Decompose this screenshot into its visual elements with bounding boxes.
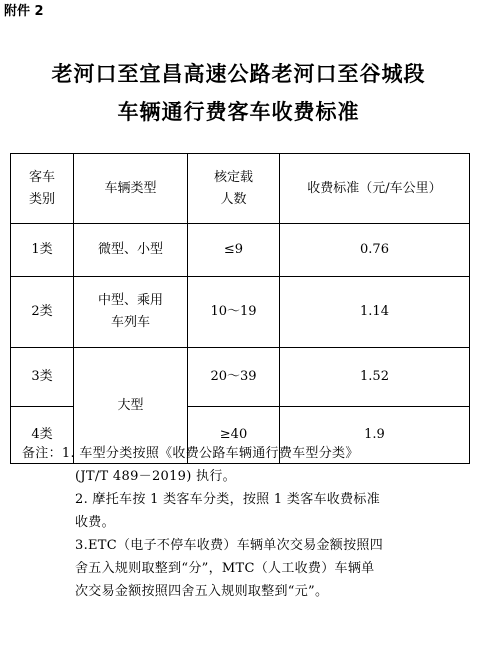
row-category: 2类 xyxy=(11,277,74,348)
row-capacity: ≥40 xyxy=(188,407,280,464)
row-rate: 1.9 xyxy=(280,407,470,464)
note-line-5: 3.ETC（电子不停车收费）车辆单次交易金额按照四 xyxy=(75,538,384,553)
notes-section xyxy=(22,442,474,603)
header-vehicle-type-label: 车辆类型 xyxy=(104,180,157,196)
note-line-6: 舍五入规则取整到“分”，MTC（人工收费）车辆单 xyxy=(75,561,375,576)
header-rate xyxy=(280,154,470,224)
row-vehicle-type-line-2: 车列车 xyxy=(110,315,150,330)
table-row xyxy=(11,277,470,348)
table-row xyxy=(11,224,470,277)
document-title-line-2: 车辆通行费客车收费标准 xyxy=(117,99,360,124)
row-vehicle-type-line-1: 中型、乘用 xyxy=(97,293,163,308)
fee-table xyxy=(10,153,470,464)
row-capacity: ≤9 xyxy=(188,224,280,277)
header-category-line-2: 类别 xyxy=(28,191,55,207)
note-line-2: (JT/T 489－2019) 执行。 xyxy=(75,469,236,484)
row-capacity: 20～39 xyxy=(188,348,280,407)
header-capacity xyxy=(188,154,280,224)
note-line-1: 备注：1. 车型分类按照《收费公路车辆通行费车型分类》 xyxy=(22,446,359,461)
row-rate: 0.76 xyxy=(280,224,470,277)
header-capacity-line-2: 人数 xyxy=(220,191,247,207)
row-vehicle-type xyxy=(74,277,188,348)
row-rate: 1.14 xyxy=(280,277,470,348)
row-vehicle-type-merged: 大型 xyxy=(74,348,188,464)
document-title-line-1: 老河口至宜昌高速公路老河口至谷城段 xyxy=(51,61,426,86)
note-line-4: 收费。 xyxy=(75,515,115,530)
row-rate: 1.52 xyxy=(280,348,470,407)
note-line-3: 2. 摩托车按 1 类客车分类，按照 1 类客车收费标准 xyxy=(75,492,381,507)
note-line-7: 次交易金额按照四舍五入规则取整到“元”。 xyxy=(75,584,329,599)
row-category: 4类 xyxy=(11,407,74,464)
table-row xyxy=(11,348,470,407)
row-category: 1类 xyxy=(11,224,74,277)
header-category xyxy=(11,154,74,224)
header-capacity-line-1: 核定载 xyxy=(213,169,253,185)
header-vehicle-type xyxy=(74,154,188,224)
table-header-row xyxy=(11,154,470,224)
row-capacity: 10～19 xyxy=(188,277,280,348)
header-rate-label: 收费标准（元/车公里） xyxy=(307,180,442,196)
header-category-line-1: 客车 xyxy=(28,169,55,185)
attachment-label: 附件 2 xyxy=(4,4,44,19)
row-category: 3类 xyxy=(11,348,74,407)
row-vehicle-type: 微型、小型 xyxy=(74,224,188,277)
